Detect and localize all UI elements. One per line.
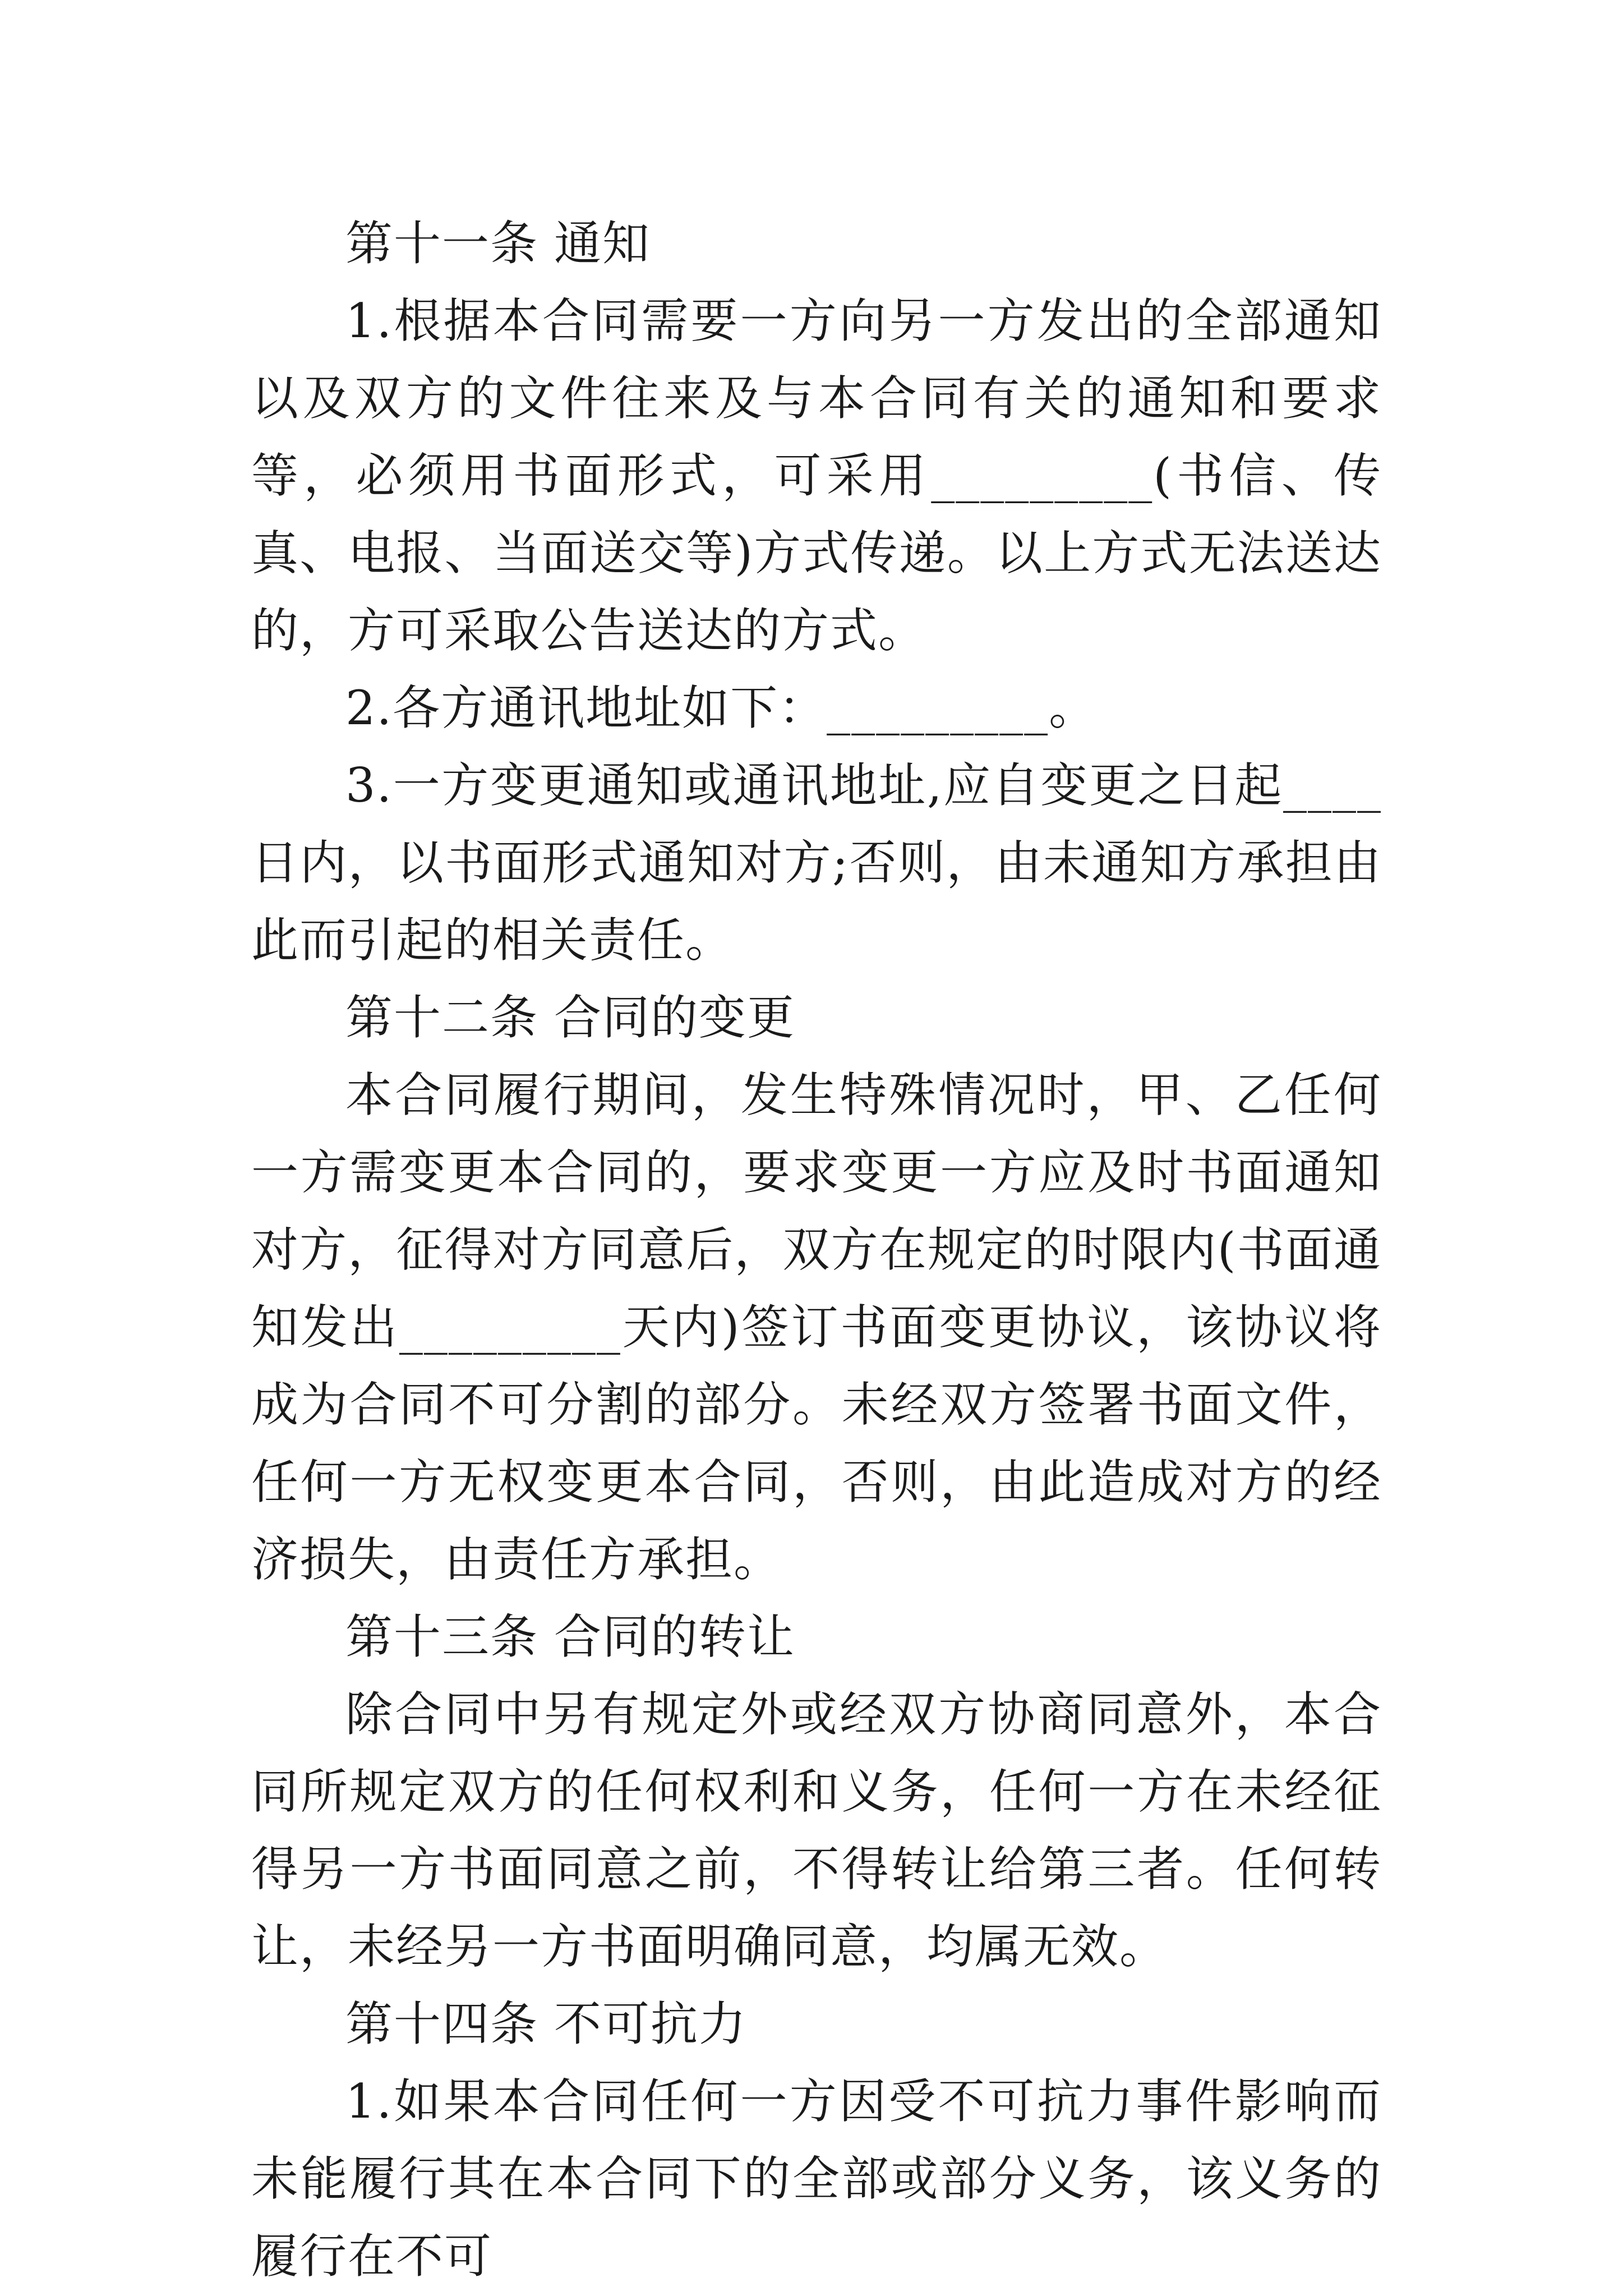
article-12-title: 合同的变更 [554, 990, 796, 1045]
article-14-title: 不可抗力 [554, 1996, 748, 2051]
article-11-clause-3: 3.一方变更通知或通讯地址,应自变更之日起____日内，以书面形式通知对方;否则，由未通知方承担由此而引起的相关责任。 [251, 758, 1382, 968]
article-13-title: 合同的转让 [554, 1609, 796, 1664]
article-14-number: 第十四条 [345, 1996, 539, 2051]
article-12-body: 本合同履行期间，发生特殊情况时，甲、乙任何一方需变更本合同的，要求变更一方应及时书面通知对方，征得对方同意后，双方在规定的时限内(书面通知发出_________天内)签订书面变更协议，该协议将成为合同不可分割的部分。未经双方签署书面文件，任何一方无权变更本合同，否则，由此造成对方的经济损失，由责任方承担。 [251, 1068, 1382, 1587]
article-13-number: 第十三条 [345, 1609, 539, 1664]
article-11-heading [251, 205, 1382, 282]
article-14-heading [251, 1985, 1382, 2063]
article-13-heading [251, 1598, 1382, 1676]
article-11-number: 第十一条 [345, 216, 539, 271]
article-11-clause-2: 2.各方通讯地址如下：_________。 [345, 680, 1098, 735]
article-11-clause-1: 1.根据本合同需要一方向另一方发出的全部通知以及双方的文件往来及与本合同有关的通知和要求等，必须用书面形式，可采用_________(书信、传真、电报、当面送交等)方式传递。以上方式无法送达的，方可采取公告送达的方式。 [251, 293, 1382, 658]
article-12-number: 第十二条 [345, 990, 539, 1045]
contract-text [251, 205, 1382, 2295]
article-12-heading [251, 979, 1382, 1056]
article-11-title: 通知 [554, 216, 651, 271]
article-13-body: 除合同中另有规定外或经双方协商同意外，本合同所规定双方的任何权利和义务，任何一方在未经征得另一方书面同意之前，不得转让给第三者。任何转让，未经另一方书面明确同意，均属无效。 [251, 1687, 1382, 1974]
article-14-clause-1: 1.如果本合同任何一方因受不可抗力事件影响而未能履行其在本合同下的全部或部分义务，该义务的履行在不可 [251, 2074, 1382, 2284]
